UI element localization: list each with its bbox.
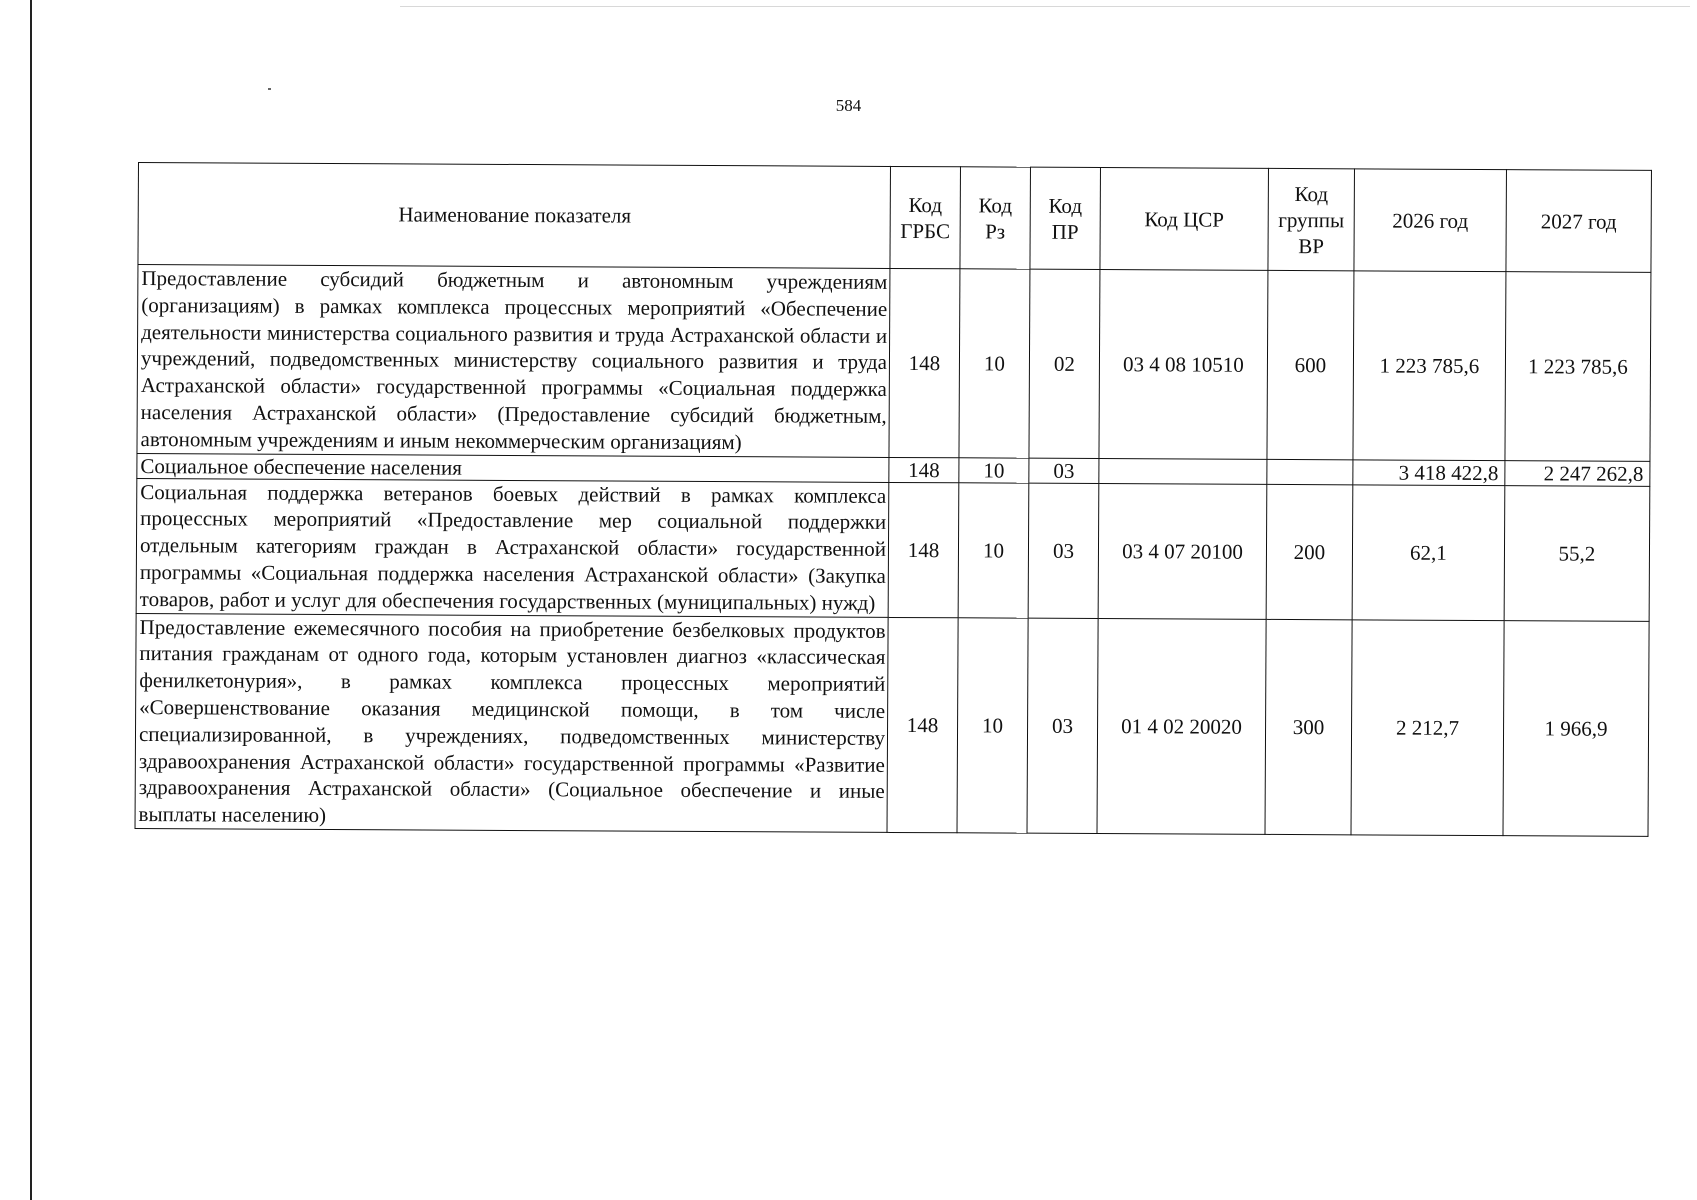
header-vr-line3: ВР [1298, 233, 1324, 258]
header-csr: Код ЦСР [1100, 168, 1269, 271]
row-name: Предоставление ежемесячного пособия на приобретение безбелковых продуктов питания гражданам от одного года, которым установлен диагноз «классическая фенилкетонурия», в рамках комплекса процессных мероприятий «Совершенствование оказания медицинской помощи, в том числе специализированной, в учреждениях, подведомственных министерству здравоохранения Астраханской области» государственной программы «Развитие здравоохранения Астраханской области» (Социальное обеспечение и иные выплаты населению) [135, 613, 888, 832]
header-vr [1268, 168, 1355, 270]
cell-2027: 1 966,9 [1503, 620, 1649, 836]
row-name: Предоставление субсидий бюджетным и автономным учреждениям (организациям) в рамках комплекса процессных мероприятий «Обеспечение деятельности министерства социального развития и труда Астраханской области и учреждений, подведомственных министерству социального развития и труда Астраханской области» государственной программы «Социальная поддержка населения Астраханской области» (Предоставление субсидий бюджетным, автономным учреждениям и иным некоммерческим организациям) [137, 265, 890, 458]
cell-2026: 3 418 422,8 [1353, 459, 1505, 485]
table-row [137, 265, 1651, 461]
header-grbs-line1: Код [908, 192, 943, 217]
header-grbs-line2: ГРБС [900, 218, 951, 243]
scan-top-edge [400, 6, 1690, 7]
cell-2027: 2 247 262,8 [1505, 460, 1650, 486]
cell-csr [1099, 458, 1267, 484]
table-header-row [138, 163, 1652, 273]
cell-2027: 55,2 [1504, 485, 1650, 621]
header-rz-line2: Рз [985, 218, 1006, 244]
scan-speck [268, 88, 271, 90]
cell-vr: 200 [1266, 484, 1353, 619]
cell-vr: 300 [1265, 619, 1352, 835]
scan-binding-edge [30, 0, 32, 1200]
header-2026: 2026 год [1354, 169, 1507, 272]
header-vr-line1: Код [1294, 181, 1329, 206]
page-number: 584 [835, 96, 862, 115]
cell-rz: 10 [957, 617, 1028, 833]
table-row [136, 478, 1650, 621]
header-name: Наименование показателя [138, 163, 891, 269]
header-pr [1030, 167, 1101, 269]
header-pr-line1: Код [1048, 193, 1083, 218]
budget-table [135, 162, 1652, 837]
table-row [135, 613, 1649, 836]
cell-grbs: 148 [889, 457, 959, 482]
cell-pr: 03 [1028, 483, 1099, 618]
cell-grbs: 148 [887, 617, 958, 833]
cell-csr: 03 4 08 10510 [1099, 270, 1268, 459]
cell-grbs: 148 [888, 482, 959, 617]
header-grbs [890, 166, 961, 268]
budget-table-wrapper [135, 162, 1652, 837]
cell-rz: 10 [958, 482, 1029, 617]
cell-csr: 01 4 02 20020 [1097, 618, 1266, 834]
header-rz [960, 167, 1031, 269]
cell-pr: 03 [1027, 618, 1098, 834]
cell-grbs: 148 [889, 268, 960, 457]
cell-2027: 1 223 785,6 [1505, 272, 1651, 461]
header-vr-line2: группы [1278, 207, 1345, 232]
cell-rz: 10 [959, 269, 1030, 458]
cell-vr: 600 [1267, 270, 1354, 459]
cell-csr: 03 4 07 20100 [1098, 483, 1267, 619]
header-pr-line2: ПР [1051, 219, 1079, 244]
cell-rz: 10 [959, 457, 1029, 482]
header-rz-line1: Код [978, 192, 1013, 218]
cell-2026: 1 223 785,6 [1353, 271, 1506, 460]
cell-pr: 02 [1029, 269, 1100, 458]
cell-2026: 2 212,7 [1351, 619, 1504, 835]
row-name: Социальное обеспечение населения [137, 453, 889, 482]
header-2027: 2027 год [1506, 170, 1652, 273]
cell-vr [1267, 459, 1353, 484]
cell-2026: 62,1 [1352, 484, 1505, 620]
row-name: Социальная поддержка ветеранов боевых действий в рамках комплекса процессных мероприятий «Предоставление мер социальной поддержки отдельным категориям граждан в Астраханской области» государственной программы «Социальная поддержка населения Астраханской области» (Закупка товаров, работ и услуг для обеспечения государственных (муниципальных) нужд) [136, 478, 889, 617]
cell-pr: 03 [1029, 458, 1099, 483]
